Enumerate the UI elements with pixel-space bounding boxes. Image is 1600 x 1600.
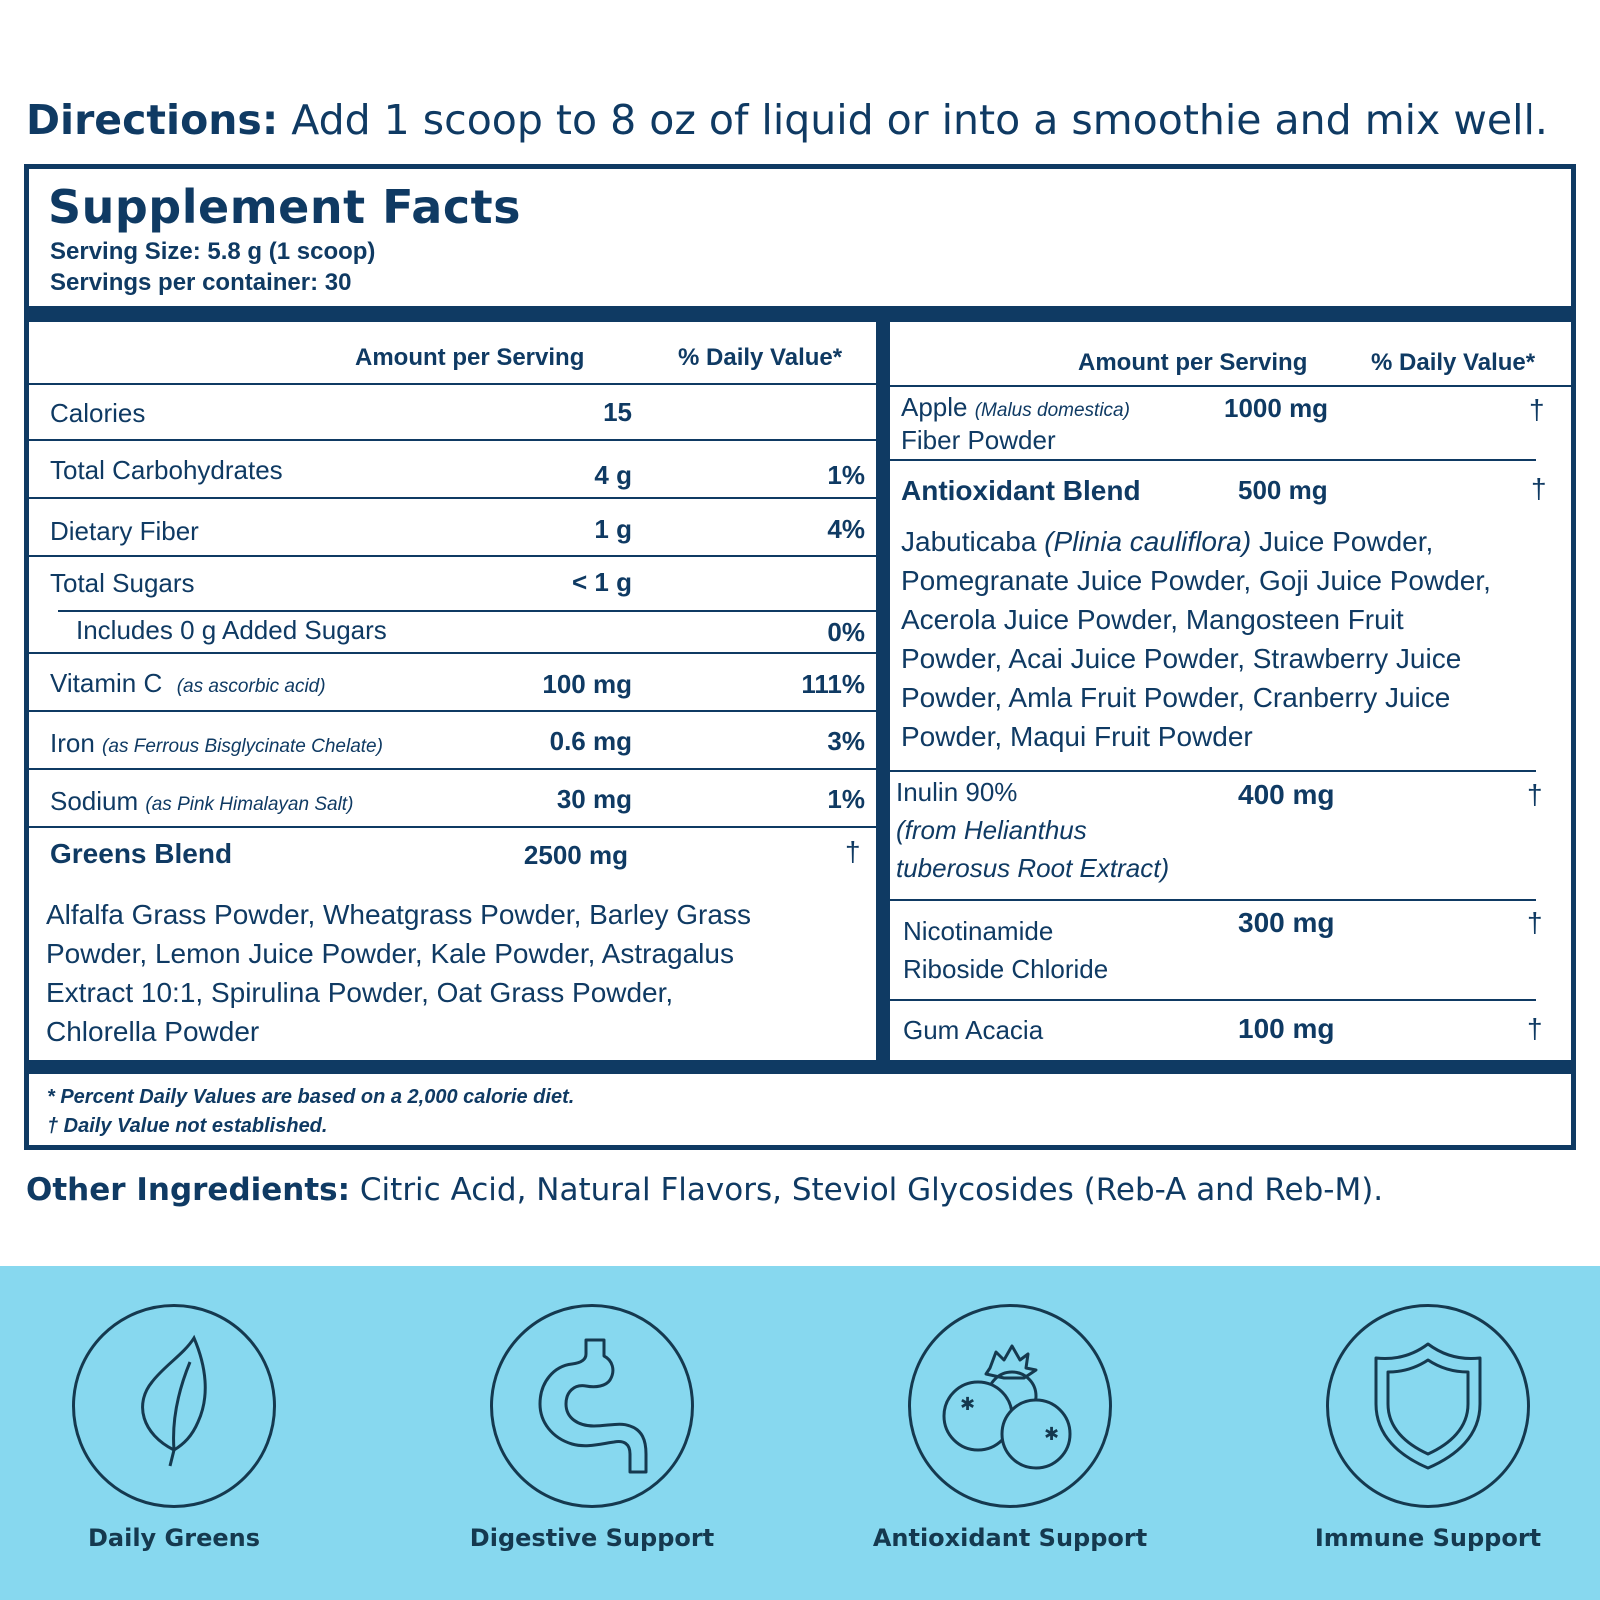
row-divider — [29, 497, 876, 499]
row-divider — [890, 385, 1571, 387]
nutrient-label — [50, 786, 353, 817]
apple-label-line2: Fiber Powder — [901, 425, 1056, 455]
nutrient-dv: 4% — [827, 514, 865, 544]
ingredient-text: Jabuticaba — [901, 526, 1045, 557]
nutrient-note: (as ascorbic acid) — [176, 676, 326, 697]
ingredient-line: Chlorella Powder — [46, 1016, 260, 1047]
benefit-label: Antioxidant Support — [872, 1524, 1148, 1552]
nutrient-dv: 0% — [827, 617, 865, 647]
nutrient-dv: 1% — [827, 784, 865, 814]
row-divider — [890, 770, 1536, 772]
nutrient-label: Total Carbohydrates — [50, 455, 283, 485]
row-divider — [58, 610, 876, 612]
row-divider — [29, 710, 876, 712]
servings-per-container: Servings per container: 30 — [50, 269, 352, 296]
dagger-mark: † — [1527, 1013, 1543, 1044]
leaf-icon — [72, 1304, 276, 1508]
ingredient-line — [901, 522, 1571, 561]
svg-text:✱: ✱ — [960, 1394, 976, 1415]
left-header-amount: Amount per Serving — [355, 344, 585, 371]
inulin-label: Inulin 90% — [896, 777, 1018, 807]
nutrient-name: Vitamin C — [50, 668, 163, 698]
serving-size: Serving Size: 5.8 g (1 scoop) — [50, 238, 376, 265]
nutrient-dv: 3% — [827, 726, 865, 756]
apple-label — [901, 392, 1130, 423]
nutrient-label: Dietary Fiber — [50, 516, 199, 546]
nutrient-note: (as Ferrous Bisglycinate Chelate) — [102, 736, 383, 757]
row-divider — [29, 652, 876, 654]
nutrient-amount: 15 — [603, 397, 632, 427]
berries-icon — [908, 1304, 1112, 1508]
row-divider — [29, 555, 876, 557]
nutrient-dv: 111% — [801, 669, 865, 699]
nutrient-note: (as Pink Himalayan Salt) — [145, 794, 354, 815]
ingredient-line: Powder, Maqui Fruit Powder — [901, 721, 1253, 752]
nutrient-name: Iron — [50, 728, 95, 758]
ingredient-line: Acerola Juice Powder, Mangosteen Fruit — [901, 604, 1404, 635]
apple-name: Apple — [901, 392, 968, 422]
thick-divider-top — [24, 306, 1576, 322]
nutrient-amount: 30 mg — [556, 784, 632, 814]
ingredient-line: Powder, Lemon Juice Powder, Kale Powder, Astragalus — [46, 938, 734, 969]
dagger-mark: † — [1527, 779, 1543, 810]
row-divider — [29, 826, 876, 828]
nutrient-dv: 1% — [827, 460, 865, 490]
dagger-mark: † — [1527, 907, 1543, 938]
nutrient-amount: 100 mg — [542, 669, 632, 699]
column-divider — [876, 306, 890, 1066]
benefit-label: Daily Greens — [87, 1524, 261, 1552]
dagger-mark: † — [845, 836, 861, 867]
apple-amount: 1000 mg — [1224, 393, 1329, 423]
benefit-label: Digestive Support — [469, 1524, 715, 1552]
row-divider — [890, 899, 1536, 901]
nutrient-label — [50, 728, 383, 759]
directions-text: Add 1 scoop to 8 oz of liquid or into a smoothie and mix well. — [278, 96, 1548, 144]
ingredient-line: Powder, Acai Juice Powder, Strawberry Juice — [901, 643, 1462, 674]
footnote-daily-values: * Percent Daily Values are based on a 2,000 calorie diet. — [47, 1086, 575, 1108]
ingredient-line: Extract 10:1, Spirulina Powder, Oat Grass Powder, — [46, 977, 674, 1008]
row-divider — [29, 383, 876, 385]
inulin-source-line1: (from Helianthus — [896, 815, 1087, 845]
shield-icon — [1326, 1304, 1530, 1508]
nutrient-name: Sodium — [50, 786, 139, 816]
benefit-label: Immune Support — [1314, 1524, 1542, 1552]
thick-divider-bottom — [24, 1060, 1576, 1074]
dagger-mark: † — [1529, 394, 1545, 425]
antioxidant-blend-title: Antioxidant Blend — [901, 475, 1141, 506]
nutrient-amount: 1 g — [594, 514, 632, 544]
nutrient-amount: 4 g — [594, 460, 632, 490]
nutrient-amount: 0.6 mg — [549, 726, 632, 756]
antioxidant-blend-amount: 500 mg — [1238, 475, 1328, 505]
gum-acacia-label: Gum Acacia — [903, 1015, 1044, 1045]
left-header-dv: % Daily Value* — [678, 344, 843, 371]
directions — [26, 96, 1548, 144]
nutrient-label: Total Sugars — [50, 568, 195, 598]
greens-blend-title: Greens Blend — [50, 838, 233, 869]
nutrient-label: Includes 0 g Added Sugars — [76, 615, 387, 645]
svg-text:✱: ✱ — [1044, 1424, 1060, 1445]
right-header-amount: Amount per Serving — [1078, 349, 1308, 376]
apple-latin: (Malus domestica) — [974, 400, 1130, 421]
antioxidant-blend-ingredients — [901, 522, 1571, 756]
ingredient-line: Alfalfa Grass Powder, Wheatgrass Powder, Barley Grass — [46, 899, 751, 930]
stomach-icon — [490, 1304, 694, 1508]
row-divider — [890, 459, 1536, 461]
nutrient-label: Calories — [50, 398, 146, 428]
nutrient-label — [50, 668, 326, 699]
row-divider — [29, 439, 876, 441]
directions-label: Directions: — [26, 96, 279, 144]
panel-title: Supplement Facts — [48, 180, 521, 234]
nutrient-amount: < 1 g — [572, 567, 632, 597]
inulin-amount: 400 mg — [1238, 779, 1335, 810]
ingredient-latin: (Plinia cauliflora) — [1044, 526, 1252, 557]
other-ingredients-text: Citric Acid, Natural Flavors, Steviol Glycosides (Reb-A and Reb-M). — [350, 1172, 1384, 1208]
dagger-mark: † — [1531, 473, 1547, 504]
nicotinamide-label-line2: Riboside Chloride — [903, 954, 1109, 984]
row-divider — [29, 768, 876, 770]
ingredient-line: Pomegranate Juice Powder, Goji Juice Powder, — [901, 565, 1491, 596]
right-header-dv: % Daily Value* — [1371, 349, 1536, 376]
other-ingredients-label: Other Ingredients: — [26, 1172, 351, 1208]
ingredient-text: Juice Powder, — [1251, 526, 1434, 557]
greens-blend-ingredients — [46, 895, 866, 1051]
gum-acacia-amount: 100 mg — [1238, 1013, 1335, 1044]
greens-blend-amount: 2500 mg — [523, 840, 628, 870]
other-ingredients — [26, 1172, 1383, 1208]
nicotinamide-label-line1: Nicotinamide — [903, 916, 1054, 946]
ingredient-line: Powder, Amla Fruit Powder, Cranberry Juice — [901, 682, 1451, 713]
nicotinamide-amount: 300 mg — [1238, 907, 1335, 938]
inulin-source-line2: tuberosus Root Extract) — [896, 853, 1170, 883]
footnote-not-established: † Daily Value not established. — [47, 1115, 328, 1137]
row-divider — [890, 999, 1536, 1001]
